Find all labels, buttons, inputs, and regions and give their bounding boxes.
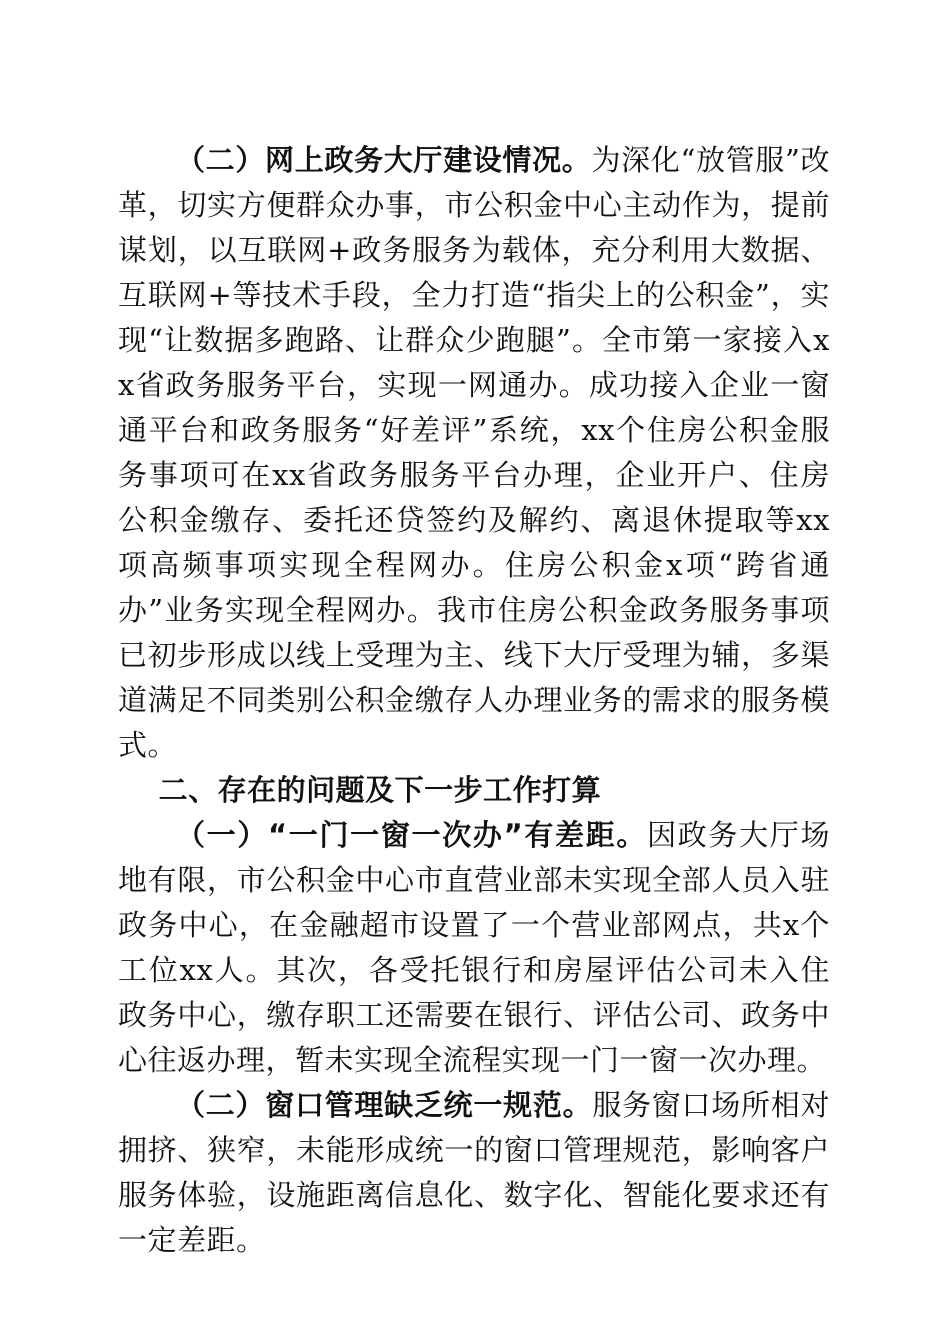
section-heading-problems: 二、存在的问题及下一步工作打算 <box>158 773 602 807</box>
paragraph-online-hall <box>118 138 830 768</box>
paragraph-one-window <box>118 813 830 1083</box>
paragraph-body-window-management: 服务窗口场所相对拥挤、狭窄，未能形成统一的窗口管理规范，影响客户服务体验，设施距离信息化、数字化、智能化要求还有一定差距。 <box>118 1088 830 1257</box>
paragraph-window-management <box>118 1083 830 1263</box>
paragraph-lead-one-window: （一）“一门一窗一次办”有差距。 <box>176 818 648 852</box>
paragraph-body-online-hall: 为深化“放管服”改革，切实方便群众办事，市公积金中心主动作为，提前谋划，以互联网+政务服务为载体，充分利用大数据、互联网+等技术手段，全力打造“指尖上的公积金”，实现“让数据多跑路、让群众少跑腿”。全市第一家接入xx省政务服务平台，实现一网通办。成功接入企业一窗通平台和政务服务“好差评”系统，xx个住房公积金服务事项可在xx省政务服务平台办理，企业开户、住房公积金缴存、委托还贷签约及解约、离退休提取等xx项高频事项实现全程网办。住房公积金x项“跨省通办”业务实现全程网办。我市住房公积金政务服务事项已初步形成以线上受理为主、线下大厅受理为辅，多渠道满足不同类别公积金缴存人办理业务的需求的服务模式。 <box>118 143 830 762</box>
document-page <box>118 138 830 1263</box>
paragraph-lead-online-hall: （二）网上政务大厅建设情况。 <box>176 143 592 177</box>
paragraph-lead-window-management: （二）窗口管理缺乏统一规范。 <box>176 1088 593 1122</box>
paragraph-body-one-window: 因政务大厅场地有限，市公积金中心市直营业部未实现全部人员入驻政务中心，在金融超市设置了一个营业部网点，共x个工位xx人。其次，各受托银行和房屋评估公司未入住政务中心，缴存职工还需要在银行、评估公司、政务中心往返办理，暂未实现全流程实现一门一窗一次办理。 <box>118 818 830 1077</box>
